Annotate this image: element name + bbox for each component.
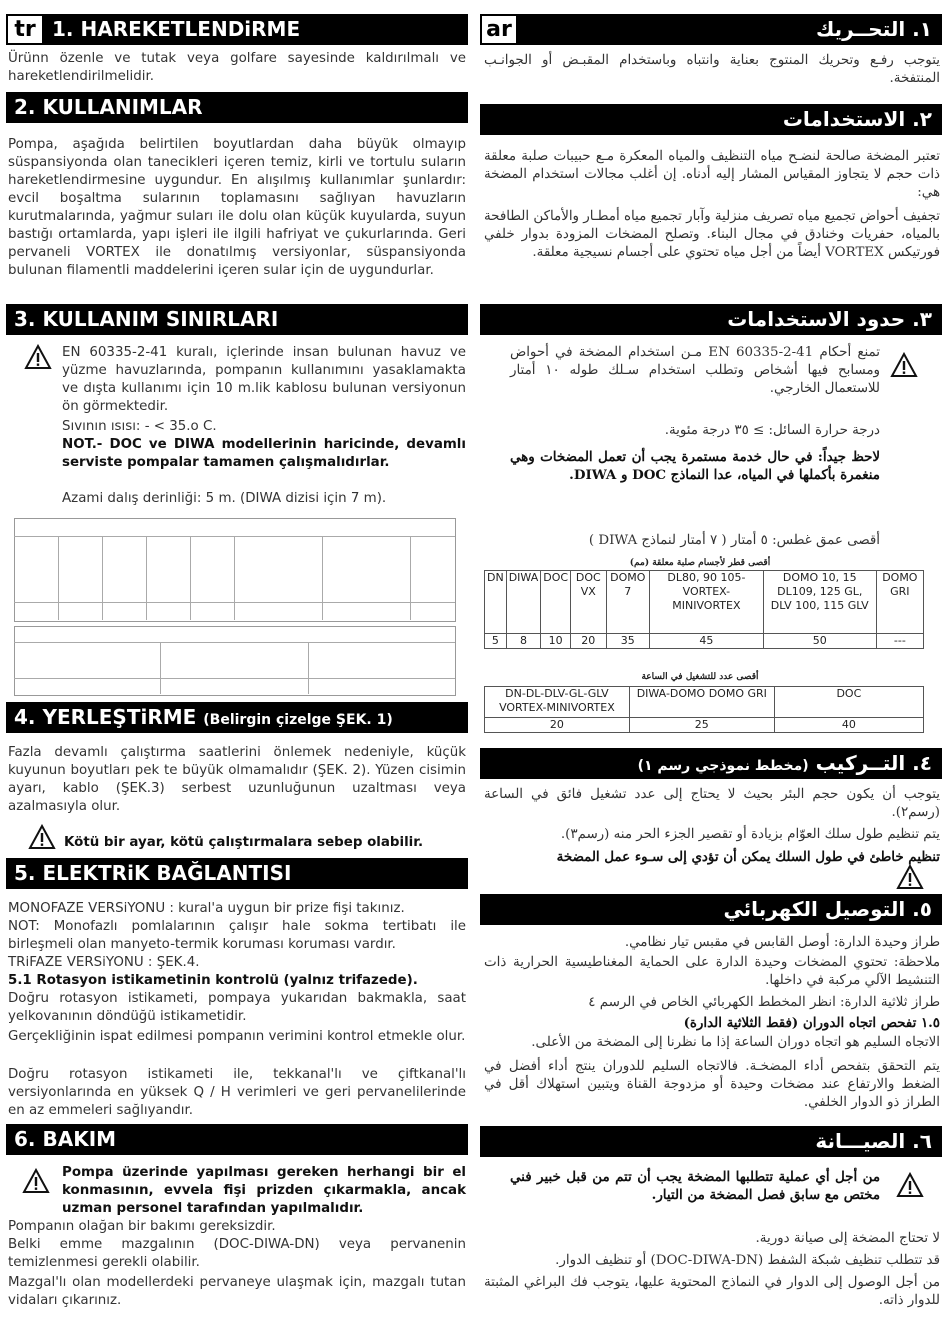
ar-section-3-depth: أقصى عمق غطس: ٥ أمتار ( ٧ أمتار لنماذج DIWA ) [588,533,880,548]
ar-section-5-header [480,894,942,925]
ar-section-6-warning: من أجل أي عملية تتطلبها المضخة يجب أن تتم من قبل خبير فني مختص مع سابق فصل المضخة من التيار. [510,1169,880,1203]
table-cell: 25 [629,718,774,733]
table-cell: 5 [485,634,507,649]
section-3-header [6,304,468,335]
warning-triangle-icon [896,864,924,890]
ar-section-5-note: ملاحظة: تحتوي المضخات وحيدة الدارة على الحماية المغناطيسية الحرارية ذات التنشيط الآلي مركبة في داخلها. [484,955,940,988]
starts-per-hour-table [484,686,924,733]
ar-section-4-well: يتوجب أن يكون حجم البئر بحيث لا يحتاج إلى عدد تشغيل فائق في الساعة (رسم٢). [484,787,940,820]
table-cell: DIWA [506,571,541,634]
section-6-header [6,1124,468,1155]
section-6-screws: Mazgal'lı olan modellerdeki pervaneye ulaşmak için, mazgalı tutan vidaları çıkarınız. [8,1275,466,1308]
section-1-body: Ürünn özenle ve tutak veya golfare sayesinde kaldırılmalı ve hareketlendirilmelidir. [8,51,466,84]
solids-diameter-table [484,570,924,649]
table-cell: DIWA-DOMO DOMO GRI [629,687,774,718]
ar-section-5-tri: طراز ثلاثية الدارة: انظر المخطط الكهربائي الخاص في الرسم ٤ [588,995,940,1010]
table-cell: 50 [763,634,876,649]
ar-section-3-header [480,304,942,335]
section-6-title: 6. BAKIM [14,1127,117,1151]
warning-triangle-icon [24,344,52,370]
tr-table-2-divider [14,642,455,643]
section-6-warning: Pompa üzerinde yapılması gereken herhangi bir el konmasının, evvela fişi prizden çıkarmakla, ancak uzman personel tarafından yapılmalıdır. [62,1165,466,1216]
table-cell: 20 [485,718,630,733]
warning-triangle-icon [28,824,56,850]
tr-table-1-divider [146,536,147,620]
table-cell: 20 [571,634,606,649]
ar-section-5-efficiency: يتم التحقق بتفحص أداء المضخـة. فالاتجاه السليم للدوران ينتج أداء أفضل في الضغط والارتفاع عند مضخات وحيدة أو مزدوجة القناة ويتبين استهلاك أقل في الطراز ذو الدوار الخلفي. [484,1059,940,1110]
ar-section-1-body: يتوجب رفـع وتحريك المنتوج بعناية وانتباه وباستخدام المقبـض أو الجوانـب المنتفخة. [484,53,940,86]
section-6-maintenance: Pompanın olağan bir bakımı gereksizdir. [8,1219,276,1234]
table-cell: DN-DL-DLV-GL-GLV VORTEX-MINIVORTEX [485,687,630,718]
section-4-warning: Kötü bir ayar, kötü çalıştırmalara sebep olabilir. [64,835,424,850]
section-5-mono: MONOFAZE VERSiYONU : kural'a uygun bir prize fişi takınız. [8,901,405,916]
ar-table-1-title: أقصى قطر لأجسام صلبة معلقة (مم) [629,558,771,568]
ar-section-4-warning: تنظيم خاطئ في طول السلك يمكن أن تؤدي إلى سـوء عمل المضخة [556,849,940,865]
ar-section-3-temperature: درجة حرارة السائل: ≥ ٣٥ درجة مئوية. [664,423,880,438]
ar-section-3-title: ٣. حدود الاستخدامات [727,307,932,331]
section-4-title: 4. YERLEŞTiRME [14,705,197,729]
language-tag-ar: ar [480,14,518,45]
warning-triangle-icon [890,352,918,378]
ar-section-2-title: ٢. الاستخدامات [782,107,932,131]
table-header-row [485,571,924,634]
section-4-body: Fazla devamlı çalıştırma saatlerini önlemek nedeniyle, küçük kuyunun boyutları pek te büyük olmamalıdır (ŞEK. 2). Yüzen cisimin ayarı, kablo (ŞEK.3) serbest uzunluğunun uzaltması veya azalmasıyla olur. [8,745,466,814]
table-cell: DOC VX [571,571,606,634]
tr-table-2-frame [14,626,456,696]
section-5-title: 5. ELEKTRiK BAĞLANTISI [14,861,292,885]
tr-table-1-divider [190,536,191,620]
ar-table-2-title: أقصى عدد للتشغيل في الساعة [641,672,759,682]
ar-section-6-cleaning: قد تتطلب تنظيف شبكة الشفط (DOC-DIWA-DN) أو تنظيف الدوار. [555,1253,940,1268]
ar-section-5-mono: طراز وحيدة الدارة: أوصل القابس في مقبس تيار نظامي. [624,935,940,950]
ar-section-1-title: ١. التحــريك [816,17,932,41]
table-cell: DL80, 90 105- VORTEX- MINIVORTEX [650,571,764,634]
ar-section-6-title: ٦. الصيـــانة [815,1129,932,1153]
ar-section-4-title-suffix: (مخطط نموذجي رسم ١) [637,758,809,774]
section-2-body: Pompa, aşağıda belirtilen boyutlardan daha büyük olmayıp süspansiyonda olan tanecikleri içeren temiz, kirli ve tortulu suların hareketlendirmesine uygundur. En alışılmış kullanımlar şunlardır: evcil boşaltma sularının toplamasını sağlıyan havuzların kurutmalarında, yağmur suları ile dolu olan küçük kuyularda, suyun bastığı ortamlarda, yapı işleri ile ilgili hafriyat ve çukurlarında. Geri pervaneli VORTEX ile donatılmış versiyonlar, süspansiyonda bulunan filamentli maddelerini içeren sular için de uygundurlar. [8,137,466,278]
section-4-header [6,702,468,733]
ar-section-5-1-subtitle: ١.٥ تفحص اتجاه الدوران (فقط الثلاثية الدارة) [683,1015,940,1031]
ar-section-6-screws: من أجل الوصول إلى الدوار في النماذج المحتوية عليها، يتوجب فك البراغي المثبتة للدوار ذاته. [484,1275,940,1308]
ar-section-4-header [480,748,942,779]
tr-table-1-divider [58,536,59,620]
table-cell: DOMO 10, 15 DL109, 125 GL, DLV 100, 115 GLV [763,571,876,634]
section-4-title-suffix: (Belirgin çizelge ŞEK. 1) [203,712,393,728]
tr-table-1-frame [14,518,456,622]
table-cell: DOMO 7 [606,571,649,634]
ar-section-6-maintenance: لا تحتاج المضخة إلى صيانة دورية. [755,1231,940,1246]
table-cell: DOMO GRI [876,571,923,634]
tr-table-2-divider [160,642,161,694]
ar-section-2-header [480,104,942,135]
section-3-note: NOT.- DOC ve DIWA modellerinin haricinde, devamlı serviste pompalar tamamen çalışmalıdırlar. [62,437,466,470]
section-5-1-subtitle: 5.1 Rotasyon istikametinin kontrolü (yalnız trifazede). [8,973,418,988]
tr-table-2-divider [14,678,455,679]
table-header-row [485,687,924,718]
ar-section-5-title: ٥. التوصيل الكهربائي [723,897,932,921]
section-5-tri: TRiFAZE VERSiYONU : ŞEK.4. [8,955,200,970]
ar-section-3-rule-text: تمنع أحكام EN 60335-2-41 مـن استخدام المضخة في أحواض ومسابح فيها أشخاص وتطلب استخدام سـلك طوله ١٠ أمتار للاستعمال الخارجي. [510,345,880,396]
ar-section-3-note: لاحظ جيداً: في حال خدمة مستمرة يجب أن تعمل المضخات وهي منغمرة بأكملها في المياه، عدا النماذج DOC و DIWA. [510,449,880,483]
ar-section-2-uses: تجفيف أحواض تجميع مياه تصريف منزلية وآبار تجميع مياه أمطـار والأماكن الطافحة بالمياه، حفريات وخنادق في مجال البناء. وتصلح المضخات المزودة بدوار خلفي فورتيكس VORTEX أيضاً من أجل مياه تحتوي على أجسام نسيجية معلقة. [484,209,940,260]
section-1-header [6,14,468,45]
ar-section-4-title: ٤. التــركيب [815,751,932,775]
table-cell: 10 [541,634,571,649]
table-cell: 35 [606,634,649,649]
tr-table-1-divider [322,536,323,620]
table-cell: DN [485,571,507,634]
tr-table-1-divider [410,536,411,620]
language-tag-tr: tr [6,14,44,45]
ar-section-4-cable: يتم تنظيم طول سلك العوّام بزيادة أو تقصير الجزء الحر منه (رسم٣). [560,827,940,842]
arabic-column [480,8,942,1318]
section-5-header [6,858,468,889]
ar-section-1-header [480,14,942,45]
section-2-header [6,92,468,123]
section-2-title: 2. KULLANIMLAR [14,95,203,119]
warning-triangle-icon [22,1168,50,1194]
section-5-direction: Doğru rotasyon istikameti, pompaya yukarıdan bakmakla, saat yelkovanının döndüğü istikametidir. [8,991,466,1024]
ar-section-6-header [480,1126,942,1157]
table-cell: --- [876,634,923,649]
section-1-title: 1. HAREKETLENDiRME [52,17,301,41]
ar-section-5-direction: الاتجاه السليم هو اتجاه دوران الساعة إذا ما نظرنا إلى المضخة من الأعلى. [531,1035,940,1050]
table-cell: 45 [650,634,764,649]
turkish-column [6,8,468,1318]
section-3-rule-text: EN 60335-2-41 kuralı, içlerinde insan bulunan havuz ve yüzme havuzlarında, pompanın kullanımını yasaklamakta ve dışta kullanımı için 10 m.lik kablosu bulunan versiyonun ön görmektedir. [62,345,466,414]
section-3-title: 3. KULLANIM SINIRLARI [14,307,279,331]
section-5-efficiency: Doğru rotasyon istikameti ile, tekkanal'lı ve çiftkanal'lı versiyonlarında en yüksek Q / H verimleri ve geri pervanelilerinde en az emmeleri sağlıyandır. [8,1067,466,1118]
table-cell: DOC [541,571,571,634]
ar-section-2-intro: تعتبر المضخة صالحة لنضـح مياه التنظيف والمياه المعكرة مـع حبيبات صلبة معلقة ذات حجم لا يتجاوز المقياس المشار إليه أدناه. إن أغلب مجالات استخدام المضخة هي: [484,149,940,200]
table-row [485,718,924,733]
table-cell: 8 [506,634,541,649]
warning-triangle-icon [896,1172,924,1198]
section-3-depth: Azami dalış derinliği: 5 m. (DIWA dizisi için 7 m). [62,491,387,506]
section-5-check: Gerçekliğinin ispat edilmesi pompanın verimini kontrol etmekle olur. [8,1029,466,1044]
table-row [485,634,924,649]
table-cell: DOC [774,687,923,718]
tr-table-1-divider [102,536,103,620]
tr-table-1-divider [234,536,235,620]
tr-table-2-divider [308,642,309,694]
section-3-temperature: Sıvının ısısı: - < 35.o C. [62,419,217,434]
section-5-note: NOT: Monofazlı pomlalarının çalışır hale sokma tertibatı ile birleşmeli olan manyeto-termik koruması koruması vardır. [8,919,466,952]
table-cell: 40 [774,718,923,733]
section-6-cleaning: Belki emme mazgalının (DOC-DIWA-DN) veya pervanenin temizlenmesi gerekli olabilir. [8,1237,466,1270]
